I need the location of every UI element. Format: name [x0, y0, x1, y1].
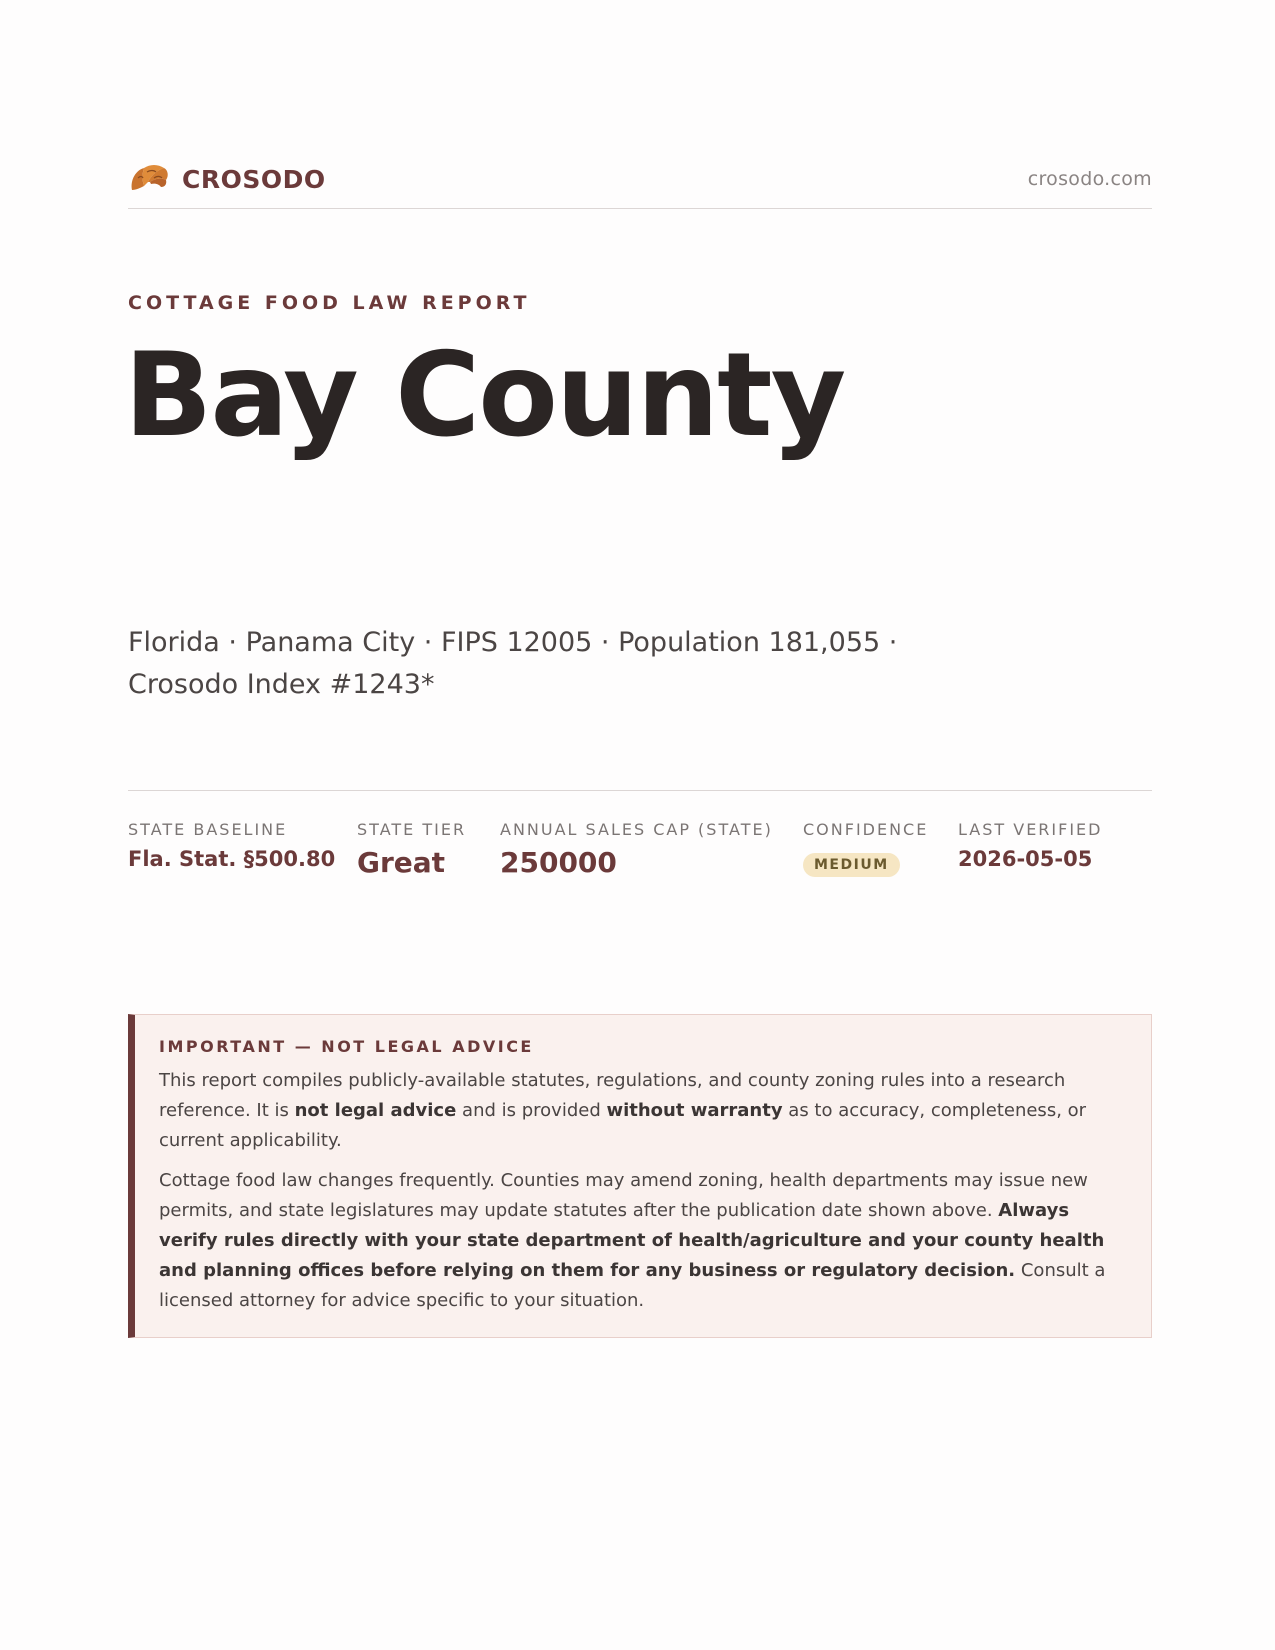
notice-text: as to accuracy, completeness, or current applicability.	[159, 1100, 1087, 1151]
report-page	[124, 0, 1152, 1650]
stat-label: LAST VERIFIED	[958, 820, 1103, 839]
stat-label: CONFIDENCE	[803, 820, 929, 839]
notice-emphasis: without warranty	[606, 1100, 783, 1121]
legal-notice	[128, 1014, 1152, 1338]
stat-value: Fla. Stat. §500.80	[128, 847, 336, 871]
stat-last-verified	[958, 820, 1102, 871]
page-title: Bay County	[124, 328, 845, 463]
notice-emphasis: not legal advice	[294, 1100, 457, 1121]
stat-value: 2026-05-05	[958, 847, 1093, 871]
notice-title: IMPORTANT — NOT LEGAL ADVICE	[159, 1037, 534, 1056]
stat-value: 250000	[500, 846, 617, 879]
stats-row	[128, 820, 1152, 900]
stat-state-tier	[357, 820, 466, 879]
notice-paragraph	[159, 1166, 1125, 1316]
croissant-icon	[128, 160, 170, 198]
report-subtitle: Florida · Panama City · FIPS 12005 · Population 181,055 · Crosodo Index #1243*	[128, 627, 898, 700]
page-header	[128, 160, 1152, 209]
stat-label: ANNUAL SALES CAP (STATE)	[500, 820, 773, 839]
report-eyebrow: COTTAGE FOOD LAW REPORT	[128, 292, 531, 314]
brand-name: CROSODO	[182, 164, 326, 194]
notice-text: This report compiles publicly-available statutes, regulations, and county zoning rules into a research reference. It is	[159, 1070, 1066, 1121]
stat-state-baseline	[128, 820, 335, 871]
stat-sales-cap	[500, 820, 773, 879]
section-divider	[128, 790, 1152, 791]
notice-text: Cottage food law changes frequently. Counties may amend zoning, health departments may issue new permits, and state legislatures may update statutes after the publication date shown above.	[159, 1170, 1088, 1221]
stat-label: STATE TIER	[357, 820, 467, 839]
notice-text: and is provided	[456, 1100, 607, 1121]
notice-paragraph	[159, 1066, 1125, 1156]
stat-label: STATE BASELINE	[128, 820, 288, 839]
brand	[128, 160, 326, 198]
confidence-badge: MEDIUM	[803, 853, 900, 877]
notice-emphasis: Always verify rules directly with your state department of health/agriculture and your county health and planning offices before relying on them for any business or regulatory decision.	[159, 1200, 1105, 1281]
stat-confidence	[803, 820, 928, 877]
site-domain[interactable]: crosodo.com	[1027, 168, 1152, 190]
notice-text: Consult a licensed attorney for advice specific to your situation.	[159, 1260, 1106, 1311]
stat-value: Great	[357, 846, 446, 879]
